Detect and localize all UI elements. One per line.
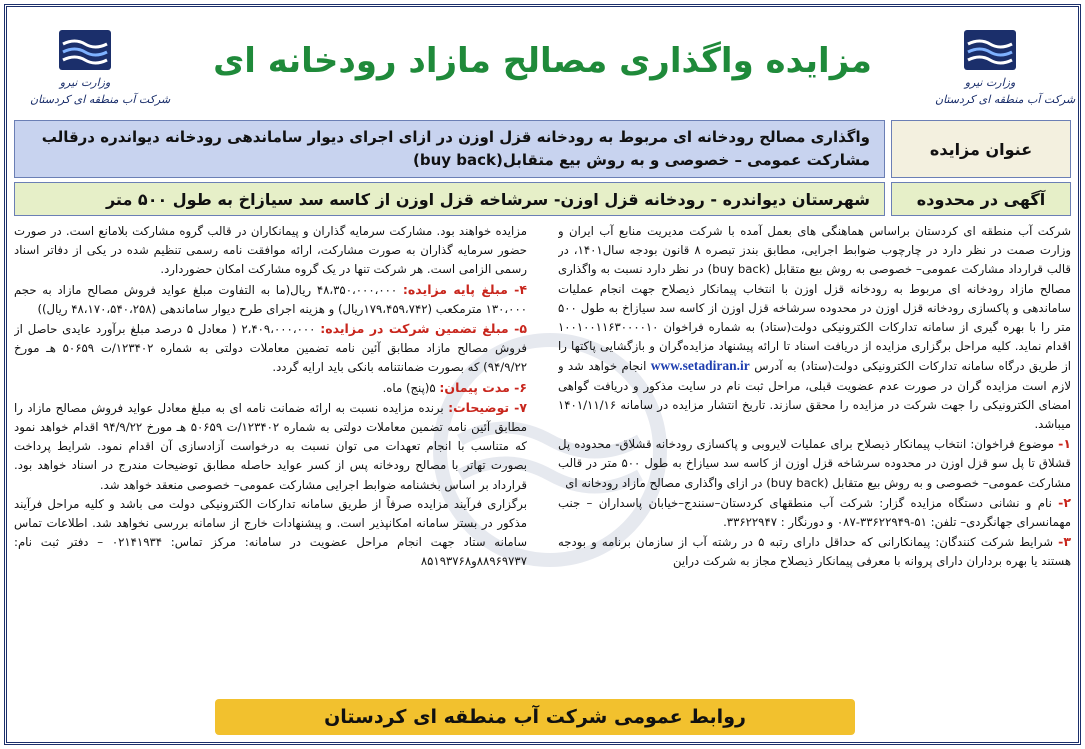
item-5-heading: ۵- مبلغ تضمین شرکت در مزایده: (320, 321, 527, 337)
right-column (558, 222, 1071, 694)
item-2-text: نام و نشانی دستگاه مزایده گزار: شرکت آب منطقهای کردستان–سنندج–خیابان پاسداران – جنب مهمانسرای جهانگردی– تلفن: ۵۱-۳۳۶۲۲۹۴۹-۰۸۷ و دورنگار : ۳۳۶۲۲۹۴۷. (558, 495, 1071, 530)
item-5 (14, 319, 527, 378)
subject-value: واگذاری مصالح رودخانه ای مربوط به رودخانه قزل اوزن در ازای اجرای دیوار ساماندهی رودخانه دیواندره درقالب مشارکت عمومی – خصوصی و به روش بیع متقابل(buy back) (14, 120, 885, 178)
subject-row (14, 120, 1071, 178)
setad-url-link[interactable]: www.setadiran.ir (650, 358, 750, 374)
logo-company-text: شرکت آب منطقه ای کردستان (30, 93, 171, 106)
item-3-continuation: مزایده خواهند بود. مشارکت سرمایه گذاران و پیمانکاران در قالب گروه مشارکت بلامانع است. در صورت حضور سرمایه گذاران به صورت مشارکت، ارائه موافقت نامه رسمی تنظیم شده در یکی از دفاتر اسناد رسمی الزامی است. هر شرکت تنها در یک گروه مشارکت امکان حضوردارد. (14, 224, 527, 277)
water-company-logo-icon (57, 28, 113, 72)
item-4-text: ۴۸،۳۵۰،۰۰۰،۰۰۰ ریال(ما به التفاوت مبلغ عواید فروش مصالح مازاد به حجم ۱۳۰،۰۰۰ مترمکعب (۱۷۹،۴۵۹،۷۴۲ریال) و هزینه اجرای طرح دیوار ساماندهی (۴۸،۱۷۰،۵۴۰،۲۵۸ ریال)) (14, 282, 527, 316)
logo-company-text: شرکت آب منطقه ای کردستان (935, 93, 1076, 106)
item-1 (558, 434, 1071, 493)
logo-right (935, 28, 1076, 114)
page-title: مزایده واگذاری مصالح مازاد رودخانه ای (213, 41, 872, 81)
item-7-heading: ۷- توضیحات: (448, 399, 527, 415)
item-6-heading: ۶- مدت پیمان: (439, 379, 527, 395)
intro-text-b: انجام خواهد شد و لازم است مزایده گران در صورت عدم عضویت قبلی، مراحل ثبت نام در سایت مذکور و دریافت گواهی امضای الکترونیکی را جهت شرکت در مزایده را محقق سازند. تاریخ انتشار مزایده در سامانه ۱۴۰۱/۱۱/۱۶ میباشد. (558, 359, 1071, 432)
area-value: شهرستان دیواندره - رودخانه قزل اوزن- سرشاخه قزل اوزن از کاسه سد سیازاخ به طول ۵۰۰ متر (14, 182, 885, 216)
item-3-number: ۳- (1058, 534, 1071, 550)
footer-public-relations: روابط عمومی شرکت آب منطقه ای کردستان (215, 699, 855, 735)
item-2 (558, 493, 1071, 532)
closing-paragraph: برگزاری فرآیند مزایده صرفاً از طریق سامانه تدارکات الکترونیکی دولت می باشد و کلیه مراحل فرآیند مذکور در بستر سامانه امکانپذیر است. و پیشنهادات خارج از سامانه بررسی نخواهد شد. اطلاعات تماس سامانه ستاد جهت انجام مراحل عضویت در سامانه: مرکز تماس: ۰۲۱۴۱۹۳۴ – دفتر ثبت نام: ۸۸۹۶۹۷۳۷و۸۵۱۹۳۷۶۸ (14, 496, 527, 569)
item-1-text: موضوع فراخوان: انتخاب پیمانکار ذیصلاح برای عملیات لایروبی و پاکسازی رودخانه قشلاق- محدوده پل قشلاق تا پل سو قزل اوزن در محدوده سرشاخه قزل اوزن از کاسه سد سیازاخ به طول ۵۰۰ متر در قالب مشارکت عمومی– خصوصی و به روش بیع متقابل (buy back) در ازای واگذاری مصالح مازاد رودخانه ای (558, 437, 1071, 490)
item-5-text: ۲،۴۰۹،۰۰۰،۰۰۰ ( معادل ۵ درصد مبلغ برآورد عایدی حاصل از فروش مصالح مازاد مطابق آئین نامه تضمین معاملات دولتی به شماره ۱۲۳۴۰۲/ت ۵۰۶۵۹ هـ مورخ ۹۴/۹/۲۲) که بصورت ضمانتنامه بانکی باید ارایه گردد. (14, 322, 527, 375)
item-1-number: ۱- (1058, 436, 1071, 452)
item-6 (14, 378, 527, 398)
logo-ministry-text: وزارت نیرو (59, 76, 111, 89)
water-company-logo-icon (962, 28, 1018, 72)
area-row (14, 182, 1071, 216)
logo-ministry-text: وزارت نیرو (964, 76, 1016, 89)
area-label: آگهی در محدوده (891, 182, 1071, 216)
left-column (14, 222, 527, 694)
intro-text-a: شرکت آب منطقه ای کردستان براساس هماهنگی های بعمل آمده با شرکت مدیریت منابع آب ایران و وزارت صمت در نظر دارد در چارچوب ضوابط اجرایی، مطابق بندز تبصره ۸ قانون بودجه سال۱۴۰۱، در قالب قرارداد مشارکت عمومی– خصوصی به روش بیع متقابل (buy back) در نظر دارد نسبت به واگذاری مصالح مازاد رودخانه ای مربوط به رودخانه قزل اوزن با انتخاب پیمانکار ذیصلاح جهت انجام عملیات ساماندهی و پاکسازی رودخانه قزل اوزن در محدوده سرشاخه قزل اوزن از کاسه سد سیازاخ به طول ۵۰۰ متر را با بهره گیری از سامانه تدارکات الکترونیکی دولت(ستاد) به شماره فراخوان ۱۰۰۱۰۰۱۱۶۳۰۰۰۰۱۰ اقدام نماید. کلیه مراحل برگزاری مزایده از دریافت اسناد تا ارائه پیشنهاد مزایده‌گران و بازگشایی پاکتها را از طریق درگاه سامانه تدارکات الکترونیکی دولت(ستاد) به آدرس (558, 224, 1071, 374)
item-6-text: ۵(پنج) ماه. (382, 380, 436, 395)
intro-paragraph (558, 222, 1071, 434)
item-2-number: ۲- (1058, 494, 1071, 510)
item-4 (14, 280, 527, 319)
item-3-text: شرایط شرکت کنندگان: پیمانکارانی که حداقل دارای رتبه ۵ در رشته آب از سازمان برنامه و بودجه هستند یا بهره برداران دارای پروانه با معرفی پیمانکار ذیصلاح مجاز به شرکت دراین (558, 535, 1071, 569)
item-4-heading: ۴- مبلغ پایه مزایده: (402, 281, 527, 297)
item-7 (14, 398, 527, 495)
item-7-text: برنده مزایده نسبت به ارائه ضمانت نامه ای به مبلغ معادل عواید فروش مصالح مازاد را مطابق آئین نامه تضمین معاملات دولتی به شماره ۱۲۳۴۰۲/ت ۵۰۶۵۹ هـ مورخ ۹۴/۹/۲۲ اقدام خواهد نمود که متناسب با انجام تعهدات می توان نسبت به درخواست آزادسازی آن اقدام نمود. شرایط پرداخت بصورت تهاتر با مصالح رودخانه پس از کسر عواید حاصله مطابق توضیحات مندرج در اسناد خواهد بود. قرارداد بر اساس بخشنامه ضوابط اجرایی مشارکت عمومی– خصوصی منعقد خواهد شد. (14, 400, 527, 492)
subject-label: عنوان مزایده (891, 120, 1071, 178)
body-columns (14, 222, 1071, 694)
item-3 (558, 532, 1071, 571)
logo-left (30, 28, 171, 114)
